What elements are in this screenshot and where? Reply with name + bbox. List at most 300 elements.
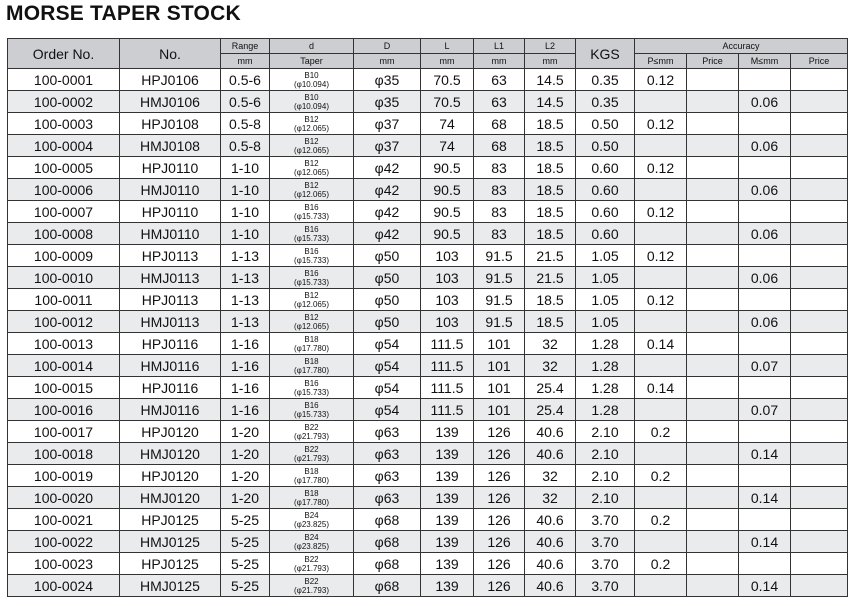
cell-L1: 68	[474, 113, 525, 135]
cell-L: 90.5	[421, 157, 474, 179]
cell-taper	[270, 157, 354, 179]
cell-range: 5-25	[221, 509, 270, 531]
cell-order-no: 100-0004	[8, 135, 120, 157]
cell-kgs: 0.60	[576, 201, 635, 223]
cell-range: 0.5-6	[221, 69, 270, 91]
taper-code: B16	[304, 400, 319, 410]
cell-L: 139	[421, 487, 474, 509]
cell-range: 1-16	[221, 399, 270, 421]
cell-m: 0.14	[739, 531, 791, 553]
cell-taper	[270, 245, 354, 267]
table-row	[8, 421, 848, 443]
cell-kgs: 1.28	[576, 333, 635, 355]
table-row	[8, 575, 848, 597]
cell-no: HMJ0113	[120, 311, 221, 333]
cell-price-p	[687, 311, 739, 333]
taper-diameter: (φ12.065)	[294, 167, 329, 177]
taper-code: B18	[304, 466, 319, 476]
cell-range: 1-20	[221, 487, 270, 509]
cell-D: φ63	[354, 465, 421, 487]
taper-code: B16	[304, 246, 319, 256]
cell-p: 0.2	[635, 509, 687, 531]
cell-price-m	[791, 223, 848, 245]
table-row	[8, 465, 848, 487]
cell-D: φ54	[354, 399, 421, 421]
cell-p: 0.12	[635, 157, 687, 179]
cell-L2: 32	[525, 487, 576, 509]
cell-L: 111.5	[421, 399, 474, 421]
cell-L1: 101	[474, 377, 525, 399]
cell-L1: 126	[474, 421, 525, 443]
taper-diameter: (φ15.733)	[294, 233, 329, 243]
cell-order-no: 100-0024	[8, 575, 120, 597]
taper-code: B24	[304, 532, 319, 542]
header-accuracy: Accuracy	[635, 39, 848, 54]
cell-price-m	[791, 311, 848, 333]
taper-diameter: (φ12.065)	[294, 145, 329, 155]
cell-no: HPJ0113	[120, 245, 221, 267]
cell-L2: 32	[525, 333, 576, 355]
header-kgs: KGS	[576, 39, 635, 69]
cell-range: 1-16	[221, 355, 270, 377]
cell-order-no: 100-0022	[8, 531, 120, 553]
cell-D: φ63	[354, 443, 421, 465]
cell-L1: 83	[474, 157, 525, 179]
cell-kgs: 2.10	[576, 443, 635, 465]
cell-L2: 21.5	[525, 245, 576, 267]
cell-p	[635, 487, 687, 509]
cell-price-p	[687, 399, 739, 421]
cell-order-no: 100-0020	[8, 487, 120, 509]
cell-price-m	[791, 201, 848, 223]
cell-price-m	[791, 113, 848, 135]
cell-range: 1-20	[221, 465, 270, 487]
cell-no: HMJ0125	[120, 531, 221, 553]
cell-taper	[270, 509, 354, 531]
cell-L: 103	[421, 267, 474, 289]
cell-price-p	[687, 421, 739, 443]
cell-price-m	[791, 443, 848, 465]
table-row	[8, 355, 848, 377]
cell-D: φ37	[354, 113, 421, 135]
table-row	[8, 553, 848, 575]
cell-range: 1-20	[221, 421, 270, 443]
cell-range: 1-10	[221, 201, 270, 223]
cell-D: φ68	[354, 531, 421, 553]
cell-price-p	[687, 245, 739, 267]
taper-code: B22	[304, 422, 319, 432]
cell-L2: 40.6	[525, 575, 576, 597]
cell-L2: 18.5	[525, 113, 576, 135]
cell-m	[739, 113, 791, 135]
cell-L1: 68	[474, 135, 525, 157]
morse-taper-table	[7, 38, 848, 597]
cell-taper	[270, 179, 354, 201]
table-row	[8, 201, 848, 223]
table-row	[8, 443, 848, 465]
cell-D: φ50	[354, 267, 421, 289]
cell-taper	[270, 311, 354, 333]
cell-p: 0.2	[635, 421, 687, 443]
cell-order-no: 100-0017	[8, 421, 120, 443]
cell-range: 5-25	[221, 575, 270, 597]
cell-price-p	[687, 377, 739, 399]
cell-L1: 63	[474, 69, 525, 91]
cell-taper	[270, 465, 354, 487]
cell-no: HPJ0125	[120, 509, 221, 531]
cell-L2: 18.5	[525, 179, 576, 201]
cell-D: φ63	[354, 487, 421, 509]
cell-D: φ50	[354, 311, 421, 333]
cell-range: 1-10	[221, 179, 270, 201]
cell-L1: 101	[474, 399, 525, 421]
cell-order-no: 100-0007	[8, 201, 120, 223]
header-range: Range	[221, 39, 270, 54]
cell-price-m	[791, 487, 848, 509]
cell-L1: 126	[474, 443, 525, 465]
cell-price-p	[687, 113, 739, 135]
cell-no: HMJ0106	[120, 91, 221, 113]
cell-range: 1-16	[221, 333, 270, 355]
cell-L: 70.5	[421, 69, 474, 91]
cell-no: HPJ0125	[120, 553, 221, 575]
taper-diameter: (φ21.793)	[294, 563, 329, 573]
cell-m	[739, 553, 791, 575]
taper-diameter: (φ15.733)	[294, 387, 329, 397]
cell-kgs: 0.50	[576, 113, 635, 135]
header-m: M≤mm	[739, 54, 791, 69]
cell-p	[635, 135, 687, 157]
cell-price-p	[687, 267, 739, 289]
cell-L1: 91.5	[474, 289, 525, 311]
cell-D: φ35	[354, 91, 421, 113]
cell-p	[635, 399, 687, 421]
cell-no: HMJ0120	[120, 443, 221, 465]
table-row	[8, 311, 848, 333]
taper-code: B16	[304, 224, 319, 234]
cell-p	[635, 267, 687, 289]
cell-price-m	[791, 509, 848, 531]
cell-L1: 126	[474, 575, 525, 597]
header-D: D	[354, 39, 421, 54]
cell-p: 0.14	[635, 333, 687, 355]
cell-kgs: 0.35	[576, 69, 635, 91]
table-row	[8, 267, 848, 289]
cell-order-no: 100-0009	[8, 245, 120, 267]
cell-kgs: 1.28	[576, 399, 635, 421]
cell-m: 0.14	[739, 487, 791, 509]
page-title: MORSE TAPER STOCK	[6, 2, 241, 25]
cell-p	[635, 91, 687, 113]
cell-p	[635, 443, 687, 465]
cell-m: 0.07	[739, 399, 791, 421]
cell-taper	[270, 333, 354, 355]
cell-order-no: 100-0011	[8, 289, 120, 311]
cell-taper	[270, 443, 354, 465]
cell-order-no: 100-0008	[8, 223, 120, 245]
taper-code: B10	[304, 92, 319, 102]
cell-L2: 32	[525, 465, 576, 487]
cell-D: φ68	[354, 553, 421, 575]
header-L2: L2	[525, 39, 576, 54]
cell-price-p	[687, 69, 739, 91]
cell-L2: 32	[525, 355, 576, 377]
taper-diameter: (φ21.793)	[294, 453, 329, 463]
header-price-m: Price	[791, 54, 848, 69]
table-row	[8, 113, 848, 135]
cell-kgs: 0.35	[576, 91, 635, 113]
cell-taper	[270, 355, 354, 377]
table-row	[8, 91, 848, 113]
taper-diameter: (φ23.825)	[294, 541, 329, 551]
cell-L: 90.5	[421, 201, 474, 223]
taper-code: B16	[304, 268, 319, 278]
cell-p	[635, 531, 687, 553]
cell-p: 0.12	[635, 201, 687, 223]
cell-kgs: 1.05	[576, 289, 635, 311]
cell-L1: 126	[474, 465, 525, 487]
cell-range: 1-10	[221, 223, 270, 245]
cell-kgs: 1.05	[576, 267, 635, 289]
cell-no: HMJ0116	[120, 399, 221, 421]
cell-taper	[270, 531, 354, 553]
cell-price-m	[791, 553, 848, 575]
taper-diameter: (φ15.733)	[294, 211, 329, 221]
cell-range: 1-10	[221, 157, 270, 179]
cell-kgs: 0.60	[576, 179, 635, 201]
header-L-unit: mm	[421, 54, 474, 69]
taper-diameter: (φ10.094)	[294, 101, 329, 111]
table-row	[8, 531, 848, 553]
cell-no: HMJ0125	[120, 575, 221, 597]
cell-order-no: 100-0016	[8, 399, 120, 421]
cell-order-no: 100-0002	[8, 91, 120, 113]
cell-D: φ50	[354, 289, 421, 311]
header-no: No.	[120, 39, 221, 69]
cell-L1: 91.5	[474, 311, 525, 333]
cell-taper	[270, 135, 354, 157]
cell-price-m	[791, 267, 848, 289]
cell-L: 90.5	[421, 179, 474, 201]
cell-price-p	[687, 289, 739, 311]
taper-diameter: (φ21.793)	[294, 585, 329, 595]
cell-L: 139	[421, 509, 474, 531]
cell-price-p	[687, 179, 739, 201]
cell-order-no: 100-0023	[8, 553, 120, 575]
cell-m: 0.14	[739, 443, 791, 465]
cell-order-no: 100-0019	[8, 465, 120, 487]
header-order-no: Order No.	[8, 39, 120, 69]
cell-L: 74	[421, 113, 474, 135]
cell-m	[739, 157, 791, 179]
table-row	[8, 333, 848, 355]
cell-L: 74	[421, 135, 474, 157]
taper-diameter: (φ17.780)	[294, 475, 329, 485]
cell-L2: 40.6	[525, 553, 576, 575]
cell-no: HMJ0110	[120, 223, 221, 245]
cell-range: 1-13	[221, 289, 270, 311]
cell-order-no: 100-0001	[8, 69, 120, 91]
cell-taper	[270, 201, 354, 223]
header-d: d	[270, 39, 354, 54]
taper-diameter: (φ15.733)	[294, 255, 329, 265]
header-p: P≤mm	[635, 54, 687, 69]
cell-m	[739, 245, 791, 267]
cell-order-no: 100-0012	[8, 311, 120, 333]
cell-range: 5-25	[221, 531, 270, 553]
taper-diameter: (φ12.065)	[294, 321, 329, 331]
cell-kgs: 2.10	[576, 465, 635, 487]
cell-price-m	[791, 157, 848, 179]
cell-m: 0.06	[739, 311, 791, 333]
cell-no: HPJ0110	[120, 157, 221, 179]
cell-taper	[270, 289, 354, 311]
cell-price-m	[791, 465, 848, 487]
header-L1-unit: mm	[474, 54, 525, 69]
cell-price-m	[791, 399, 848, 421]
cell-L2: 18.5	[525, 311, 576, 333]
taper-diameter: (φ17.780)	[294, 365, 329, 375]
taper-code: B12	[304, 136, 319, 146]
cell-no: HMJ0120	[120, 487, 221, 509]
table-row	[8, 377, 848, 399]
table-row	[8, 69, 848, 91]
cell-kgs: 3.70	[576, 509, 635, 531]
cell-p: 0.12	[635, 69, 687, 91]
taper-code: B22	[304, 576, 319, 586]
cell-m: 0.06	[739, 179, 791, 201]
cell-L2: 25.4	[525, 377, 576, 399]
header-price-p: Price	[687, 54, 739, 69]
cell-price-p	[687, 509, 739, 531]
cell-L1: 63	[474, 91, 525, 113]
cell-m	[739, 465, 791, 487]
cell-no: HPJ0108	[120, 113, 221, 135]
table-row	[8, 179, 848, 201]
cell-m	[739, 509, 791, 531]
table-row	[8, 289, 848, 311]
cell-D: φ42	[354, 223, 421, 245]
cell-no: HMJ0113	[120, 267, 221, 289]
cell-L2: 18.5	[525, 201, 576, 223]
cell-price-m	[791, 245, 848, 267]
cell-D: φ54	[354, 355, 421, 377]
taper-code: B12	[304, 180, 319, 190]
cell-D: φ50	[354, 245, 421, 267]
cell-p: 0.12	[635, 245, 687, 267]
cell-m	[739, 289, 791, 311]
taper-diameter: (φ12.065)	[294, 189, 329, 199]
taper-code: B16	[304, 378, 319, 388]
table-row	[8, 399, 848, 421]
cell-L: 70.5	[421, 91, 474, 113]
table-row	[8, 487, 848, 509]
cell-L: 111.5	[421, 355, 474, 377]
taper-code: B12	[304, 290, 319, 300]
cell-price-m	[791, 377, 848, 399]
table-body	[8, 69, 848, 597]
cell-taper	[270, 487, 354, 509]
cell-kgs: 1.05	[576, 311, 635, 333]
cell-L2: 40.6	[525, 509, 576, 531]
cell-m	[739, 377, 791, 399]
cell-no: HPJ0120	[120, 465, 221, 487]
cell-kgs: 1.28	[576, 377, 635, 399]
cell-price-m	[791, 69, 848, 91]
cell-price-p	[687, 553, 739, 575]
cell-price-m	[791, 531, 848, 553]
taper-diameter: (φ23.825)	[294, 519, 329, 529]
cell-kgs: 3.70	[576, 575, 635, 597]
table-row	[8, 135, 848, 157]
cell-kgs: 3.70	[576, 531, 635, 553]
cell-price-m	[791, 91, 848, 113]
cell-order-no: 100-0018	[8, 443, 120, 465]
cell-p: 0.14	[635, 377, 687, 399]
cell-range: 1-13	[221, 267, 270, 289]
cell-order-no: 100-0010	[8, 267, 120, 289]
cell-L1: 126	[474, 509, 525, 531]
cell-L1: 83	[474, 201, 525, 223]
cell-p	[635, 311, 687, 333]
cell-L: 111.5	[421, 333, 474, 355]
cell-m	[739, 201, 791, 223]
taper-code: B12	[304, 114, 319, 124]
cell-price-p	[687, 223, 739, 245]
header-L1: L1	[474, 39, 525, 54]
cell-order-no: 100-0013	[8, 333, 120, 355]
cell-no: HMJ0110	[120, 179, 221, 201]
cell-D: φ68	[354, 509, 421, 531]
cell-L2: 40.6	[525, 443, 576, 465]
cell-order-no: 100-0021	[8, 509, 120, 531]
cell-price-p	[687, 201, 739, 223]
cell-price-m	[791, 355, 848, 377]
cell-price-m	[791, 289, 848, 311]
cell-L: 139	[421, 575, 474, 597]
taper-code: B12	[304, 312, 319, 322]
taper-diameter: (φ12.065)	[294, 123, 329, 133]
cell-price-p	[687, 333, 739, 355]
cell-L: 139	[421, 443, 474, 465]
cell-m: 0.14	[739, 575, 791, 597]
cell-L2: 18.5	[525, 289, 576, 311]
cell-m: 0.06	[739, 267, 791, 289]
cell-m: 0.07	[739, 355, 791, 377]
cell-p: 0.2	[635, 465, 687, 487]
cell-kgs: 1.28	[576, 355, 635, 377]
cell-kgs: 0.60	[576, 223, 635, 245]
taper-code: B24	[304, 510, 319, 520]
cell-L1: 126	[474, 487, 525, 509]
cell-taper	[270, 223, 354, 245]
cell-L2: 40.6	[525, 531, 576, 553]
cell-range: 1-13	[221, 311, 270, 333]
cell-kgs: 0.50	[576, 135, 635, 157]
cell-kgs: 1.05	[576, 245, 635, 267]
cell-m	[739, 333, 791, 355]
cell-order-no: 100-0015	[8, 377, 120, 399]
taper-code: B18	[304, 356, 319, 366]
cell-taper	[270, 399, 354, 421]
cell-D: φ35	[354, 69, 421, 91]
cell-range: 0.5-6	[221, 91, 270, 113]
cell-no: HPJ0106	[120, 69, 221, 91]
table-row	[8, 509, 848, 531]
cell-taper	[270, 377, 354, 399]
cell-kgs: 2.10	[576, 421, 635, 443]
cell-L1: 83	[474, 223, 525, 245]
